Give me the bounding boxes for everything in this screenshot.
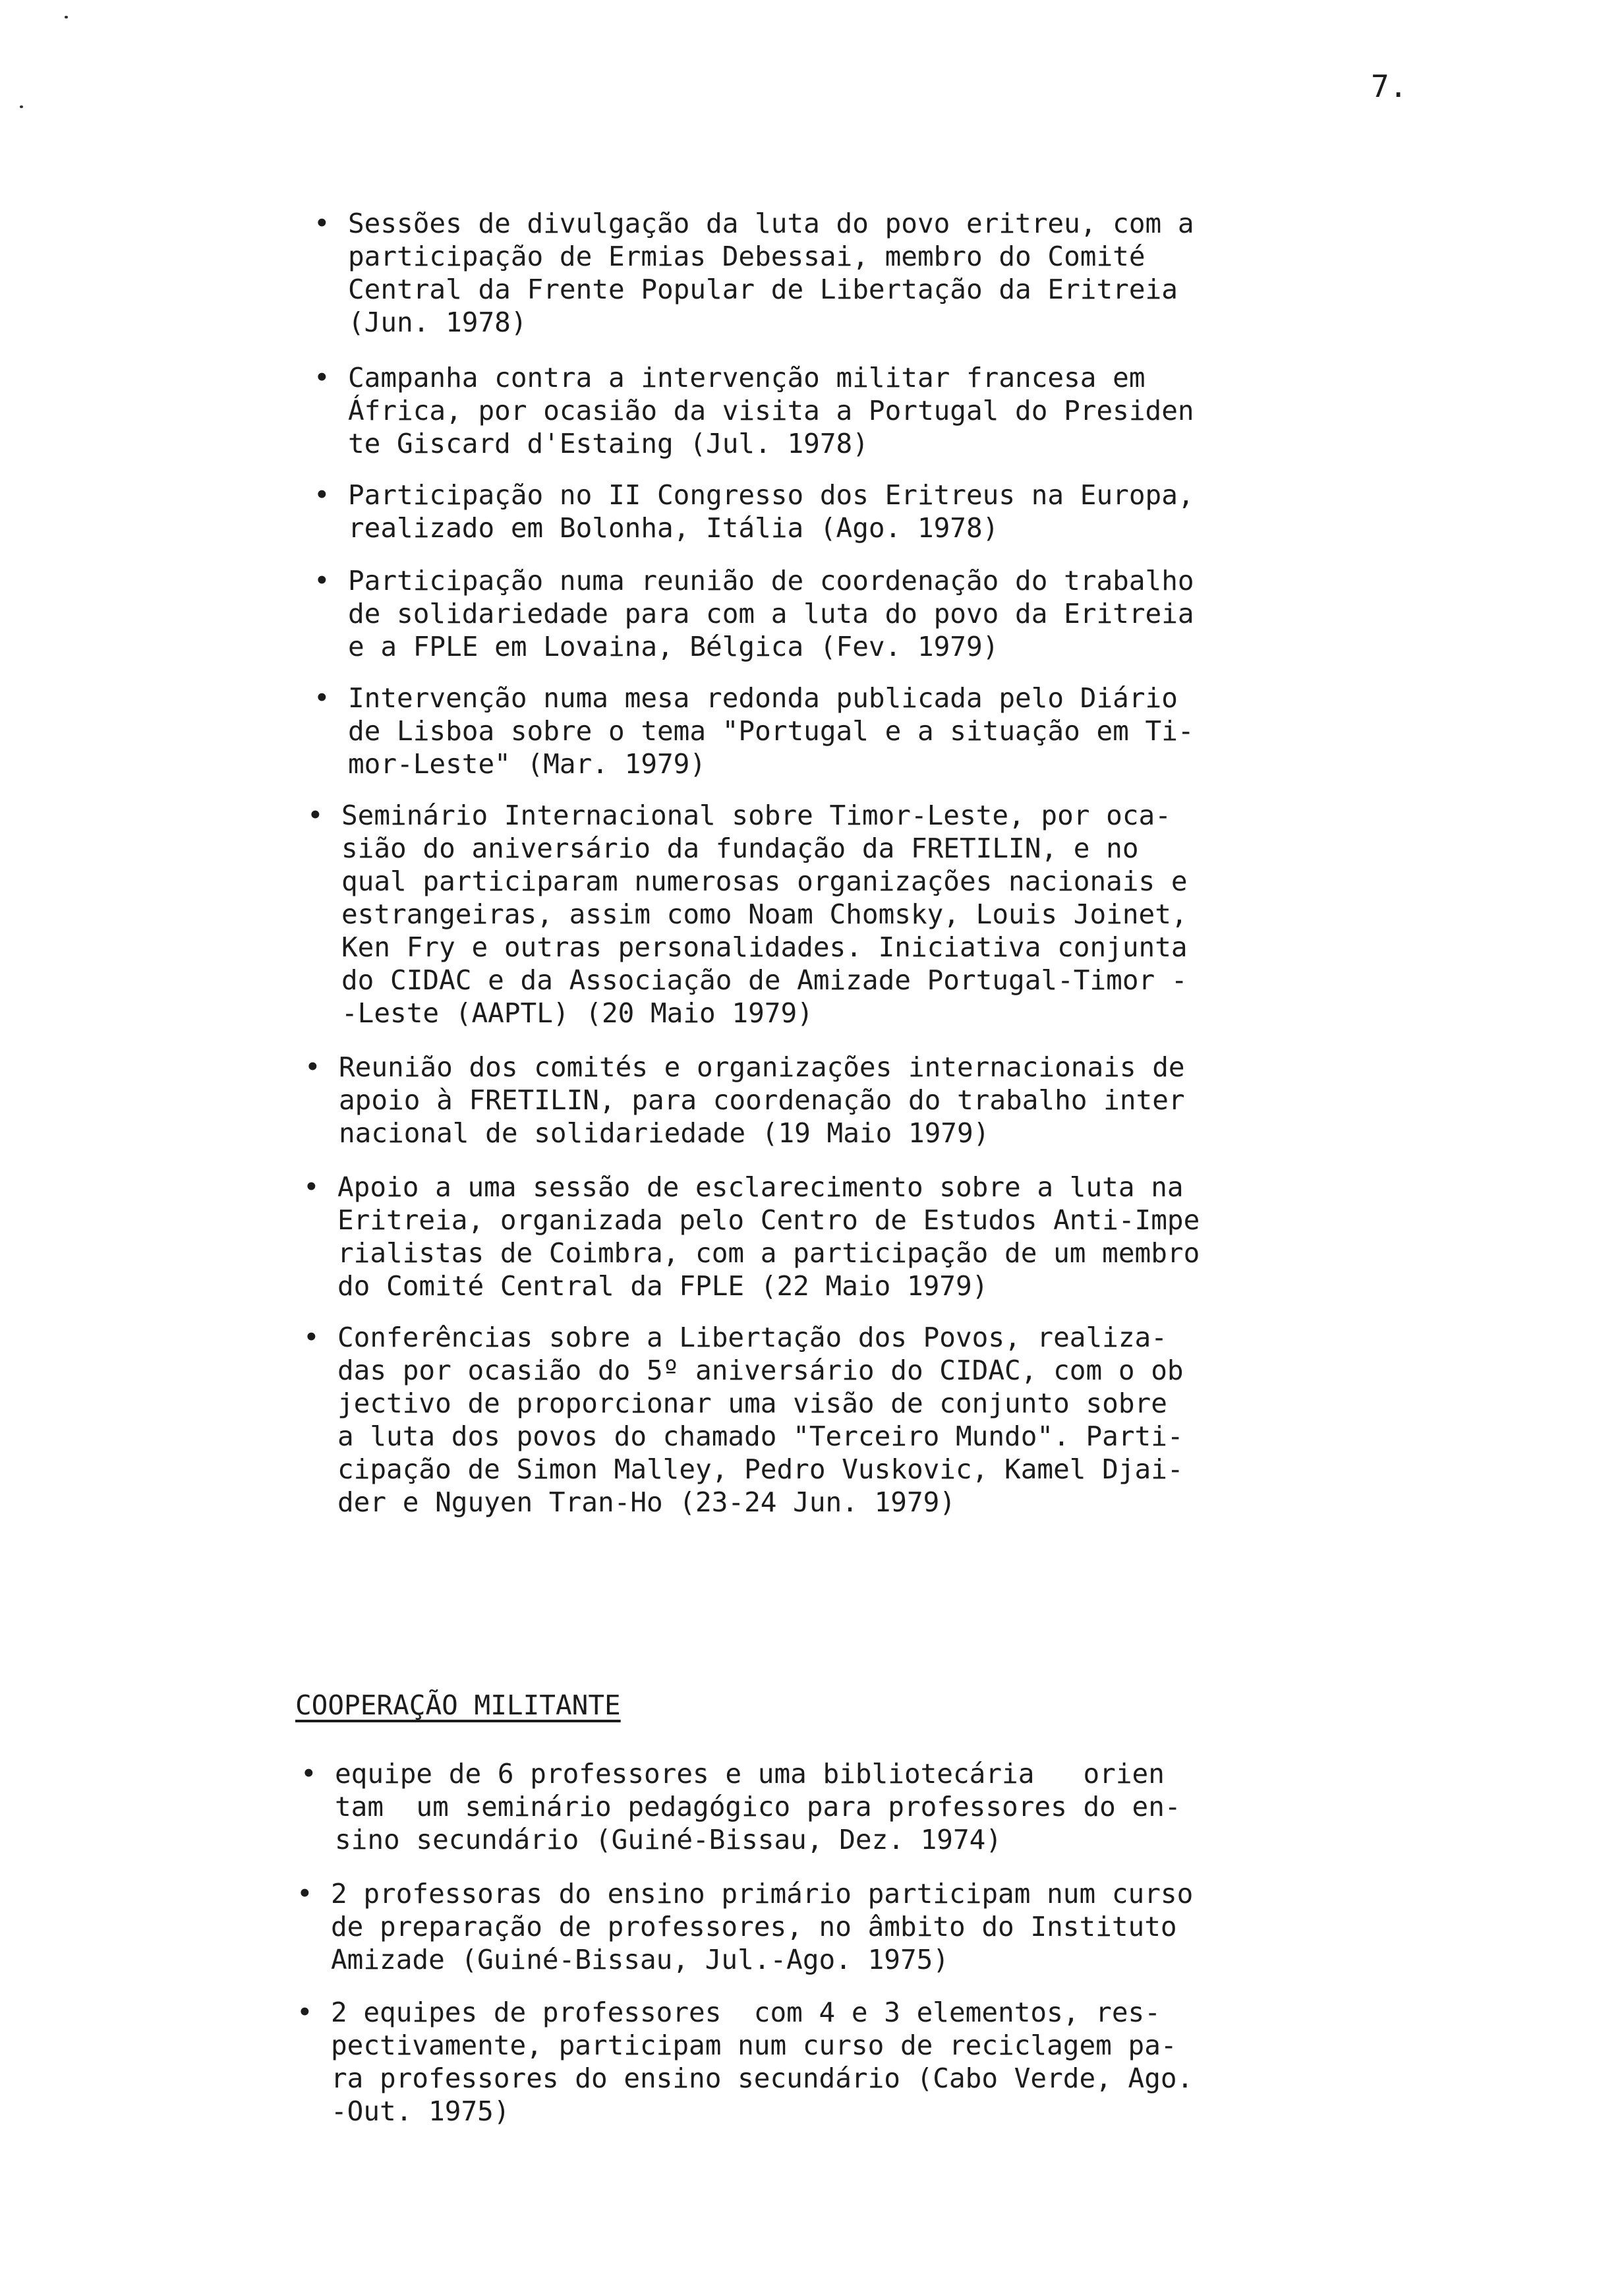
item-line: de Lisboa sobre o tema "Portugal e a situação em Ti-	[348, 715, 1194, 747]
item-line: de solidariedade para com a luta do povo da Eritreia	[348, 598, 1194, 629]
bullet: •	[314, 682, 330, 714]
item-line: Amizade (Guiné-Bissau, Jul.-Ago. 1975)	[331, 1944, 949, 1975]
item-line: Intervenção numa mesa redonda publicada pelo Diário	[348, 682, 1178, 714]
list-item	[297, 1996, 1359, 2128]
item-line: Ken Fry e outras personalidades. Iniciativa conjunta	[341, 931, 1188, 963]
item-line: (Jun. 1978)	[348, 307, 527, 338]
item-line: Seminário Internacional sobre Timor-Leste, por oca-	[341, 800, 1171, 831]
item-line: Central da Frente Popular de Libertação da Eritreia	[348, 274, 1178, 305]
item-line: apoio à FRETILIN, para coordenação do trabalho inter	[339, 1084, 1185, 1116]
bullet: •	[301, 1758, 317, 1790]
item-line: participação de Ermias Debessai, membro do Comité	[348, 241, 1146, 272]
list-item	[304, 1051, 1367, 1150]
item-line: rialistas de Coimbra, com a participação de um membro	[337, 1237, 1200, 1269]
bullet: •	[314, 362, 330, 394]
item-line: de preparação de professores, no âmbito do Instituto	[331, 1911, 1177, 1942]
item-line: equipe de 6 professores e uma bibliotecária orien	[335, 1758, 1165, 1790]
item-line: nacional de solidariedade (19 Maio 1979)	[339, 1117, 990, 1149]
item-line: tam um seminário pedagógico para professores do en-	[335, 1791, 1181, 1823]
item-line: cipação de Simon Malley, Pedro Vuskovic, Kamel Djai-	[337, 1453, 1184, 1485]
list-item	[314, 682, 1376, 780]
list-item	[297, 1877, 1359, 1976]
item-line: 2 professoras do ensino primário participam num curso	[331, 1878, 1194, 1910]
bullet: •	[307, 800, 324, 831]
item-line: pectivamente, participam num curso de reciclagem pa-	[331, 2030, 1177, 2061]
item-line: mor-Leste" (Mar. 1979)	[348, 748, 707, 780]
list-item	[314, 479, 1376, 544]
scan-speck	[65, 16, 68, 18]
page-number: 7.	[1371, 69, 1408, 104]
item-line: e a FPLE em Lovaina, Bélgica (Fev. 1979)	[348, 631, 999, 662]
list-item	[314, 564, 1376, 663]
item-line: estrangeiras, assim como Noam Chomsky, Louis Joinet,	[341, 898, 1188, 930]
item-line: realizado em Bolonha, Itália (Ago. 1978)	[348, 512, 999, 544]
item-line: do CIDAC e da Associação de Amizade Portugal-Timor -	[341, 964, 1188, 996]
item-line: a luta dos povos do chamado "Terceiro Mundo". Parti-	[337, 1420, 1184, 1452]
item-line: das por ocasião do 5º aniversário do CIDAC, com o ob	[337, 1355, 1184, 1386]
item-line: Participação no II Congresso dos Eritreus na Europa,	[348, 479, 1194, 511]
item-line: Participação numa reunião de coordenação do trabalho	[348, 565, 1194, 597]
item-line: Apoio a uma sessão de esclarecimento sobre a luta na	[337, 1171, 1184, 1203]
list-item	[301, 1757, 1363, 1856]
item-line: Reunião dos comités e organizações internacionais de	[339, 1051, 1185, 1083]
list-item	[307, 799, 1370, 1030]
list-item	[314, 361, 1376, 460]
list-item	[303, 1171, 1366, 1302]
bullet: •	[314, 479, 330, 511]
item-line: -Leste (AAPTL) (20 Maio 1979)	[341, 997, 813, 1029]
item-line: -Out. 1975)	[331, 2095, 510, 2127]
item-line: jectivo de proporcionar uma visão de conjunto sobre	[337, 1387, 1167, 1419]
item-line: ra professores do ensino secundário (Cabo Verde, Ago.	[331, 2062, 1194, 2094]
bullet: •	[297, 1878, 313, 1910]
scan-speck	[20, 105, 23, 108]
bullet: •	[314, 208, 330, 239]
item-line: 2 equipes de professores com 4 e 3 elementos, res-	[331, 1997, 1161, 2028]
item-line: sino secundário (Guiné-Bissau, Dez. 1974)	[335, 1824, 1002, 1855]
item-line: der e Nguyen Tran-Ho (23-24 Jun. 1979)	[337, 1486, 956, 1518]
item-line: do Comité Central da FPLE (22 Maio 1979)	[337, 1270, 989, 1302]
item-line: Sessões de divulgação da luta do povo eritreu, com a	[348, 208, 1194, 239]
item-line: qual participaram numerosas organizações nacionais e	[341, 865, 1188, 897]
bullet: •	[304, 1051, 321, 1083]
item-line: Campanha contra a intervenção militar francesa em	[348, 362, 1146, 394]
bullet: •	[314, 565, 330, 597]
item-line: sião do aniversário da fundação da FRETILIN, e no	[341, 832, 1139, 864]
item-line: Eritreia, organizada pelo Centro de Estudos Anti-Impe	[337, 1204, 1200, 1236]
list-item	[303, 1321, 1366, 1519]
bullet: •	[303, 1322, 320, 1353]
bullet: •	[297, 1997, 313, 2028]
item-line: Conferências sobre a Libertação dos Povos, realiza-	[337, 1322, 1167, 1353]
bullet: •	[303, 1171, 320, 1203]
section-heading: COOPERAÇÃO MILITANTE	[295, 1689, 621, 1721]
item-line: África, por ocasião da visita a Portugal do Presiden	[348, 395, 1194, 426]
item-line: te Giscard d'Estaing (Jul. 1978)	[348, 428, 869, 459]
list-item	[314, 207, 1376, 339]
